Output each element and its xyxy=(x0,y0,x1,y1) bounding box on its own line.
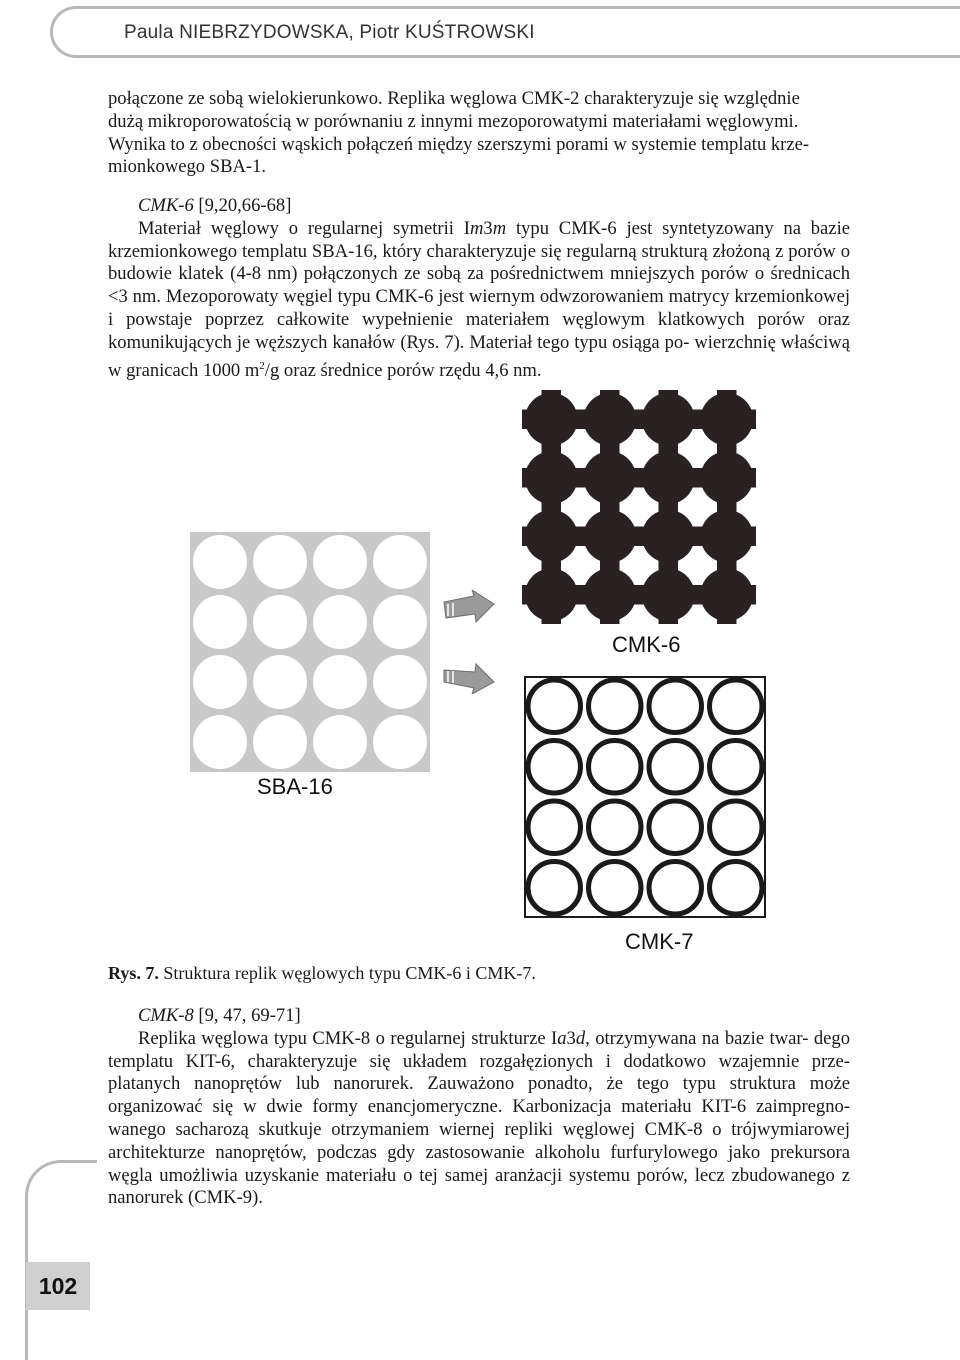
paragraph-cmk6: Materiał węglowy o regularnej symetrii Im3m typu CMK-6 jest syntetyzowany na bazie krzemionkowego templatu SBA-16, który charakteryzuje się regularną strukturą złożoną z porów o budowie klatek (4-8 nm) połączonych ze sobą za pośrednictwem mniejszych porów o średnicach <3 nm. Mezoporowaty węgiel typu CMK-6 jest wiernym odwzorowaniem matrycy krzemionkowej i powstaje poprzez całkowite wypełnienie materiałem węglowym klatkowych porów oraz komunikujących je węższych kanałów (Rys. 7). Materiał tego typu osiąga po- wierzchnię właściwą w granicach 1000 $m^2/g$ oraz średnice porów rzędu 4,6 nm. xyxy=(108,217,850,381)
intro-line: dużą mikroporowatością w porównaniu z innymi mezoporowatymi materiałami węglowymi. xyxy=(108,110,799,132)
page-number: 102 xyxy=(26,1262,90,1310)
sba16-pore xyxy=(193,715,247,769)
sba16-pore xyxy=(373,595,427,649)
sba16-pore xyxy=(373,535,427,589)
cmk7-cage-interior xyxy=(593,805,637,849)
cmk6-carbon-link xyxy=(542,595,562,624)
cmk6-structure-diagram xyxy=(522,390,756,624)
section-cmk6 xyxy=(108,195,850,383)
cmk7-cage-interior xyxy=(532,805,576,849)
intro-paragraph xyxy=(108,88,850,179)
sba16-pore xyxy=(253,715,307,769)
section-title-cmk8: CMK-8 [9, 47, 69-71] xyxy=(138,1005,301,1026)
label-sba16: SBA-16 xyxy=(257,774,333,799)
cmk7-cage-interior xyxy=(653,684,697,728)
sba16-pore xyxy=(313,535,367,589)
sba16-pore xyxy=(193,655,247,709)
cmk7-structure-diagram xyxy=(524,676,766,918)
cmk7-cage-interior xyxy=(532,745,576,789)
cmk6-carbon-link xyxy=(659,595,679,624)
cmk7-cage-interior xyxy=(714,866,758,910)
cmk6-carbon-link xyxy=(600,595,620,624)
sba16-pore xyxy=(193,535,247,589)
cmk6-carbon-link xyxy=(717,595,737,624)
sba16-pore xyxy=(373,655,427,709)
sba16-pore xyxy=(253,655,307,709)
running-header-authors: Paula NIEBRZYDOWSKA, Piotr KUŚTROWSKI xyxy=(124,22,535,43)
sba16-structure-diagram xyxy=(190,532,430,772)
cmk7-cage-interior xyxy=(653,805,697,849)
sba16-pore xyxy=(373,715,427,769)
cmk7-cage-interior xyxy=(714,805,758,849)
page-corner-frame xyxy=(25,1160,97,1360)
sba16-pore xyxy=(193,595,247,649)
section-cmk8 xyxy=(108,1005,850,1210)
label-cmk6: CMK-6 xyxy=(612,632,681,657)
cmk7-cage-interior xyxy=(593,866,637,910)
intro-line: mionkowego SBA-1. xyxy=(108,156,267,178)
sba16-pore xyxy=(253,595,307,649)
cmk7-cage-interior xyxy=(532,866,576,910)
sba16-pore xyxy=(313,655,367,709)
figure-caption: Rys. 7. Struktura replik węglowych typu CMK-6 i CMK-7. xyxy=(108,963,536,983)
cmk7-cage-interior xyxy=(532,684,576,728)
label-cmk7: CMK-7 xyxy=(625,929,694,954)
section-title-cmk6: CMK-6 [9,20,66-68] xyxy=(138,195,292,216)
cmk7-cage-interior xyxy=(714,745,758,789)
arrow-to-cmk7-icon xyxy=(440,660,496,694)
cmk7-cage-interior xyxy=(653,866,697,910)
intro-line: połączone ze sobą wielokierunkowo. Replika węglowa CMK-2 charakteryzuje się względnie xyxy=(108,88,800,109)
sba16-pore xyxy=(313,715,367,769)
sba16-pore xyxy=(253,535,307,589)
arrow-to-cmk6-icon xyxy=(440,590,496,624)
cmk7-cage-interior xyxy=(593,684,637,728)
sba16-pore xyxy=(313,595,367,649)
intro-line: Wynika to z obecności wąskich połączeń między szerszymi porami w systemie templatu krze- xyxy=(108,133,810,155)
paragraph-cmk8: Replika węglowa typu CMK-8 o regularnej strukturze Ia3d, otrzymywana na bazie twar- dego templatu KIT-6, charakteryzuje się układem rozgałęzionych i dodatkowo wzajemnie prze- platanych nanoprętów lub nanorurek. Zauważono ponadto, że tego typu struktura może organizować się w dwie formy enancjomeryczne. Karbonizacja materiału KIT-6 zaimpregno- wanego sacharozą skutkuje otrzymaniem wiernej repliki węglowej CMK-8 o trójwymiarowej architekturze nanoprętów, podczas gdy zastosowanie alkoholu furfurylowego jako prekursora węgla umożliwia uzyskanie materiału o tej samej aranżacji systemu porów, lecz zbudowanego z nanorurek (CMK-9). xyxy=(108,1027,850,1209)
cmk7-cage-interior xyxy=(593,745,637,789)
cmk7-cage-interior xyxy=(714,684,758,728)
cmk7-cage-interior xyxy=(653,745,697,789)
